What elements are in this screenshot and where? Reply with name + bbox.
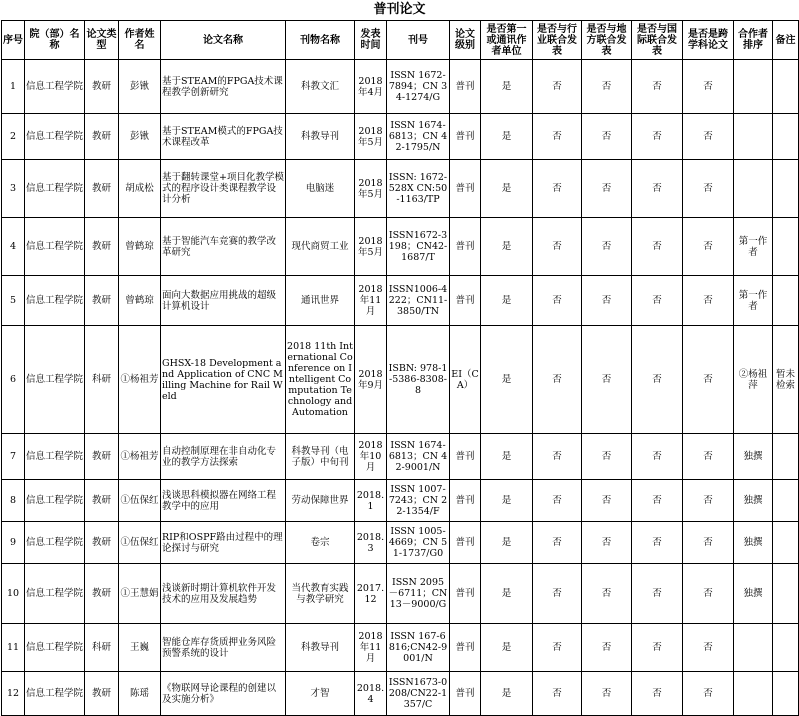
cell-date: 2018年5月 [355,218,387,276]
cell-local: 否 [582,564,632,624]
header-order: 合作者排序 [734,21,773,60]
cell-title: 基于STEAM模式的FPGA技术课程改革 [161,114,286,160]
cell-type: 教研 [85,160,119,218]
cell-date: 2018年11月 [355,624,387,672]
cell-issn: ISSN 2095－6711；CN 13－9000/G [387,564,450,624]
cell-local: 否 [582,218,632,276]
table-row [2,434,799,480]
header-intl: 是否与国际联合发表 [632,21,683,60]
cell-note [773,60,799,114]
cell-order [734,624,773,672]
cell-no: 2 [2,114,25,160]
cell-type: 教研 [85,276,119,326]
cell-journal: 科教导刊（电子版）中旬刊 [286,434,355,480]
cell-type: 教研 [85,480,119,522]
cell-level: 普刊 [450,276,481,326]
cell-industry: 否 [533,326,582,434]
cell-note [773,276,799,326]
header-note: 备注 [773,21,799,60]
cell-local: 否 [582,522,632,564]
cell-order: 第一作者 [734,276,773,326]
table-row [2,114,799,160]
cell-no: 11 [2,624,25,672]
page-title: 普刊论文 [373,2,426,17]
cell-dept: 信息工程学院 [25,672,85,716]
cell-dept: 信息工程学院 [25,218,85,276]
cell-issn: ISSN1672-3198；CN42-1687/T [387,218,450,276]
cell-date: 2018.3 [355,522,387,564]
cell-intl: 否 [632,160,683,218]
cell-intl: 否 [632,434,683,480]
cell-industry: 否 [533,160,582,218]
cell-no: 3 [2,160,25,218]
cell-dept: 信息工程学院 [25,114,85,160]
cell-order: ②杨祖萍 [734,326,773,434]
cell-local: 否 [582,60,632,114]
cell-industry: 否 [533,522,582,564]
cell-type: 教研 [85,434,119,480]
cell-local: 否 [582,326,632,434]
cell-intl: 否 [632,114,683,160]
cell-first-author: 是 [481,564,533,624]
cell-date: 2018年9月 [355,326,387,434]
cell-cross: 否 [683,218,734,276]
cell-industry: 否 [533,114,582,160]
cell-order: 第一作者 [734,218,773,276]
cell-level: 普刊 [450,624,481,672]
cell-issn: ISSN 1005-4669；CN 51-1737/G0 [387,522,450,564]
cell-author: 陈瑶 [119,672,161,716]
cell-cross: 否 [683,326,734,434]
cell-title: 基于STEAM的FPGA技术课程教学创新研究 [161,60,286,114]
cell-intl: 否 [632,624,683,672]
cell-no: 9 [2,522,25,564]
cell-intl: 否 [632,218,683,276]
cell-local: 否 [582,276,632,326]
cell-type: 教研 [85,564,119,624]
cell-journal: 2018 11th International Conference on Intelligent Computation Technology and Automation [286,326,355,434]
table-row [2,276,799,326]
cell-dept: 信息工程学院 [25,60,85,114]
cell-author: 彭锹 [119,60,161,114]
cell-issn: ISSN 1672-7894；CN 34-1274/G [387,60,450,114]
header-dept: 院（部）名称 [25,21,85,60]
cell-local: 否 [582,114,632,160]
cell-no: 8 [2,480,25,522]
cell-order: 独撰 [734,434,773,480]
cell-industry: 否 [533,60,582,114]
cell-issn: ISBN: 978-1-5386-8308-8 [387,326,450,434]
cell-local: 否 [582,160,632,218]
cell-first-author: 是 [481,624,533,672]
cell-issn: ISSN1006-4222；CN11-3850/TN [387,276,450,326]
cell-local: 否 [582,434,632,480]
cell-cross: 否 [683,480,734,522]
papers-table [1,20,799,716]
cell-journal: 电脑迷 [286,160,355,218]
cell-dept: 信息工程学院 [25,522,85,564]
cell-author: 曾鹤琼 [119,218,161,276]
cell-cross: 否 [683,434,734,480]
cell-industry: 否 [533,276,582,326]
header-journal: 刊物名称 [286,21,355,60]
cell-industry: 否 [533,564,582,624]
cell-industry: 否 [533,624,582,672]
table-row [2,160,799,218]
cell-journal: 劳动保障世界 [286,480,355,522]
cell-first-author: 是 [481,218,533,276]
cell-journal: 卷宗 [286,522,355,564]
cell-type: 科研 [85,326,119,434]
cell-dept: 信息工程学院 [25,564,85,624]
cell-intl: 否 [632,326,683,434]
cell-first-author: 是 [481,326,533,434]
cell-note [773,218,799,276]
cell-date: 2018.1 [355,480,387,522]
cell-note [773,672,799,716]
cell-first-author: 是 [481,160,533,218]
cell-cross: 否 [683,160,734,218]
cell-issn: ISSN 1674-6813；CN 42-9001/N [387,434,450,480]
table-row [2,218,799,276]
table-row [2,672,799,716]
cell-date: 2018年5月 [355,160,387,218]
cell-type: 教研 [85,60,119,114]
cell-level: 普刊 [450,564,481,624]
cell-issn: ISSN: 1672-528X CN:50-1163/TP [387,160,450,218]
cell-industry: 否 [533,218,582,276]
table-row [2,326,799,434]
cell-first-author: 是 [481,434,533,480]
cell-author: 王巍 [119,624,161,672]
cell-author: 胡成松 [119,160,161,218]
cell-intl: 否 [632,60,683,114]
cell-dept: 信息工程学院 [25,276,85,326]
header-issn: 刊号 [387,21,450,60]
cell-issn: ISSN 1007-7243；CN 22-1354/F [387,480,450,522]
cell-title: 自动控制原理在非自动化专业的教学方法探索 [161,434,286,480]
cell-note [773,480,799,522]
cell-journal: 通讯世界 [286,276,355,326]
cell-level: 普刊 [450,60,481,114]
cell-dept: 信息工程学院 [25,326,85,434]
cell-no: 5 [2,276,25,326]
cell-type: 科研 [85,624,119,672]
cell-no: 1 [2,60,25,114]
cell-issn: ISSN 1674-6813；CN 42-1795/N [387,114,450,160]
cell-cross: 否 [683,114,734,160]
cell-level: 普刊 [450,218,481,276]
header-cross: 是否是跨学科论文 [683,21,734,60]
cell-order [734,60,773,114]
cell-dept: 信息工程学院 [25,624,85,672]
cell-industry: 否 [533,480,582,522]
table-row [2,60,799,114]
cell-level: 普刊 [450,522,481,564]
cell-level: 普刊 [450,672,481,716]
cell-title: 面向大数据应用挑战的超级计算机设计 [161,276,286,326]
cell-intl: 否 [632,564,683,624]
header-no: 序号 [2,21,25,60]
cell-level: 普刊 [450,434,481,480]
cell-date: 2018年11月 [355,276,387,326]
cell-author: ①王慧娟 [119,564,161,624]
cell-no: 4 [2,218,25,276]
cell-level: 普刊 [450,114,481,160]
cell-no: 10 [2,564,25,624]
cell-author: 彭锹 [119,114,161,160]
cell-type: 教研 [85,672,119,716]
table-row [2,564,799,624]
cell-title: 基于翻转课堂+项目化教学模式的程序设计类课程教学设计分析 [161,160,286,218]
cell-industry: 否 [533,434,582,480]
cell-type: 教研 [85,218,119,276]
cell-first-author: 是 [481,276,533,326]
cell-intl: 否 [632,276,683,326]
cell-type: 教研 [85,522,119,564]
cell-note [773,564,799,624]
table-header-row [2,21,799,60]
cell-title: 浅谈思科模拟器在网络工程教学中的应用 [161,480,286,522]
cell-author: ①伍保红 [119,522,161,564]
cell-first-author: 是 [481,672,533,716]
cell-first-author: 是 [481,60,533,114]
cell-date: 2018.4 [355,672,387,716]
header-level: 论文级别 [450,21,481,60]
cell-cross: 否 [683,564,734,624]
cell-order: 独撰 [734,480,773,522]
cell-title: 基于智能汽车竞赛的教学改革研究 [161,218,286,276]
cell-first-author: 是 [481,114,533,160]
cell-journal: 科教文汇 [286,60,355,114]
cell-issn: ISSN 167-6816;CN42-9001/N [387,624,450,672]
cell-title: 智能仓库存货质押业务风险预警系统的设计 [161,624,286,672]
cell-journal: 当代教育实践与教学研究 [286,564,355,624]
cell-issn: ISSN1673-0208/CN22-1357/C [387,672,450,716]
cell-note [773,114,799,160]
cell-industry: 否 [533,672,582,716]
cell-journal: 现代商贸工业 [286,218,355,276]
cell-cross: 否 [683,60,734,114]
header-type: 论文类型 [85,21,119,60]
cell-local: 否 [582,624,632,672]
cell-dept: 信息工程学院 [25,434,85,480]
cell-intl: 否 [632,522,683,564]
cell-title: GHSX-18 Development and Application of CNC Milling Machine for Rail Weld [161,326,286,434]
header-author: 作者姓名 [119,21,161,60]
header-date: 发表时间 [355,21,387,60]
cell-date: 2018年4月 [355,60,387,114]
cell-cross: 否 [683,672,734,716]
cell-title: 浅谈新时期计算机软件开发技术的应用及发展趋势 [161,564,286,624]
table-row [2,480,799,522]
cell-journal: 才智 [286,672,355,716]
cell-cross: 否 [683,522,734,564]
cell-dept: 信息工程学院 [25,160,85,218]
cell-note [773,624,799,672]
cell-local: 否 [582,480,632,522]
cell-dept: 信息工程学院 [25,480,85,522]
cell-note [773,160,799,218]
cell-date: 2018年10月 [355,434,387,480]
cell-intl: 否 [632,672,683,716]
cell-level: 普刊 [450,480,481,522]
cell-author: ①伍保红 [119,480,161,522]
header-local: 是否与地方联合发表 [582,21,632,60]
cell-note [773,434,799,480]
cell-title: RIP和OSPF路由过程中的理论探讨与研究 [161,522,286,564]
cell-order [734,114,773,160]
cell-first-author: 是 [481,522,533,564]
cell-author: 曾鹤琼 [119,276,161,326]
cell-no: 6 [2,326,25,434]
cell-title: 《物联网导论课程的创建以及实施分析》 [161,672,286,716]
cell-no: 12 [2,672,25,716]
cell-local: 否 [582,672,632,716]
cell-level: 普刊 [450,160,481,218]
cell-journal: 科教导刊 [286,114,355,160]
cell-author: ①杨祖芳 [119,434,161,480]
cell-date: 2017.12 [355,564,387,624]
cell-date: 2018年5月 [355,114,387,160]
cell-no: 7 [2,434,25,480]
cell-author: ①杨祖芳 [119,326,161,434]
cell-type: 教研 [85,114,119,160]
header-title: 论文名称 [161,21,286,60]
cell-note: 暂未检索 [773,326,799,434]
header-first-author: 是否第一或通讯作者单位 [481,21,533,60]
cell-order: 独撰 [734,522,773,564]
table-row [2,624,799,672]
cell-order [734,672,773,716]
cell-note [773,522,799,564]
cell-intl: 否 [632,480,683,522]
cell-cross: 否 [683,276,734,326]
cell-cross: 否 [683,624,734,672]
table-row [2,522,799,564]
cell-first-author: 是 [481,480,533,522]
cell-journal: 科教导刊 [286,624,355,672]
cell-order: 独撰 [734,564,773,624]
cell-order [734,160,773,218]
cell-level: EI（CA） [450,326,481,434]
header-industry: 是否与行业联合发表 [533,21,582,60]
